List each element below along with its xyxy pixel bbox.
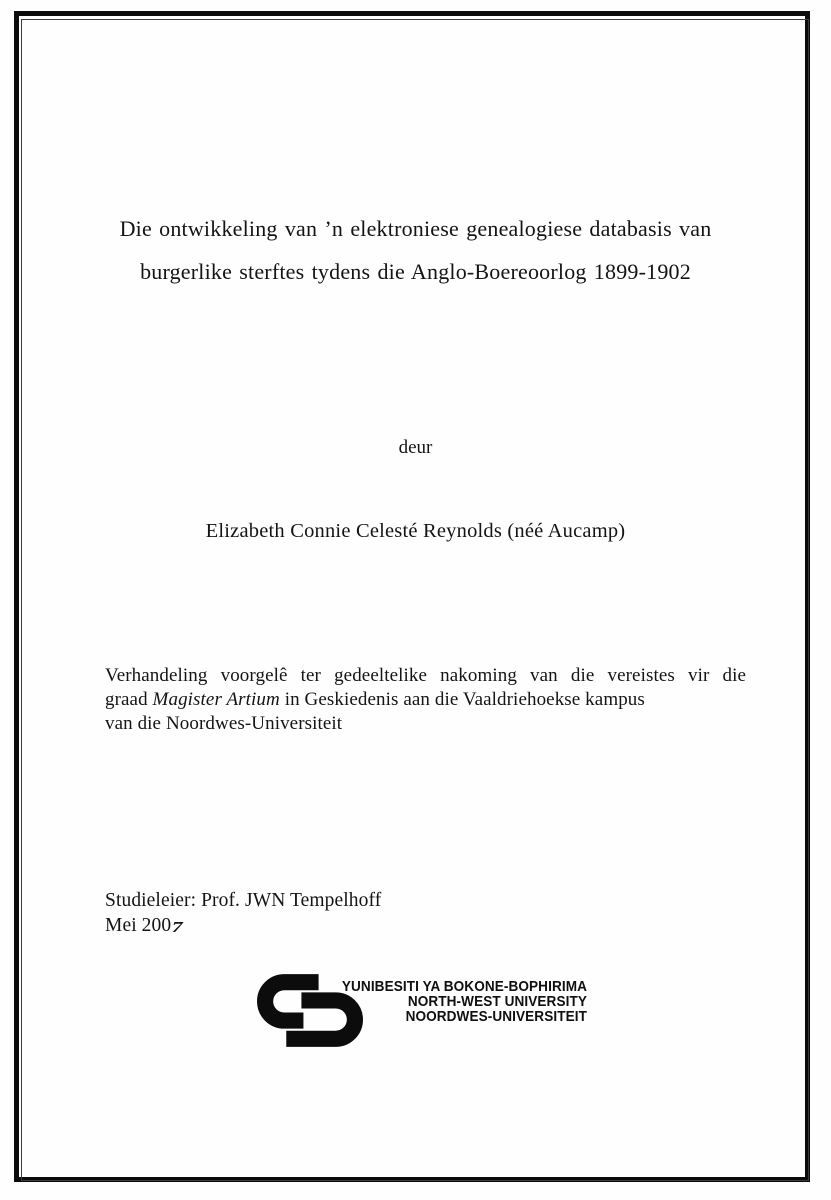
degree-suffix: in Geskiedenis aan die Vaaldriehoekse kampus [279, 689, 645, 710]
submission-line-3: van die Noordwes-Universiteit [105, 713, 343, 734]
supervisor-block [105, 889, 381, 938]
submission-line-2 [105, 688, 746, 712]
university-logo [257, 970, 587, 1051]
thesis-title-line-2: burgerlike sterftes tydens die Anglo-Boereoorlog 1899-1902 [140, 259, 691, 284]
wordmark-line-afrikaans: NOORDWES-UNIVERSITEIT [405, 1009, 587, 1026]
thesis-title [50, 207, 781, 293]
supervisor-line: Studieleier: Prof. JWN Tempelhoff [105, 890, 382, 911]
date-line [105, 914, 381, 939]
degree-name: Magister Artium [152, 689, 280, 710]
wordmark-line-setswana: YUNIBESITI YA BOKONE-BOPHIRIMA [341, 979, 587, 995]
byline-label: deur [398, 437, 433, 458]
degree-prefix: graad [105, 689, 153, 710]
thesis-title-line-1: Die ontwikkeling van ’n elektroniese genealogiese databasis van [119, 216, 712, 241]
submission-statement [105, 664, 746, 736]
wordmark-line-english: NORTH-WEST UNIVERSITY [407, 994, 587, 1011]
date-last-digit: 7 [169, 918, 185, 936]
submission-line-1: Verhandeling voorgelê ter gedeeltelike nakoming van die vereistes vir die [105, 665, 746, 686]
author-name: Elizabeth Connie Celesté Reynolds (néé Aucamp) [205, 520, 626, 542]
date-prefix: Mei 200 [105, 914, 172, 936]
university-wordmark [334, 980, 587, 1026]
